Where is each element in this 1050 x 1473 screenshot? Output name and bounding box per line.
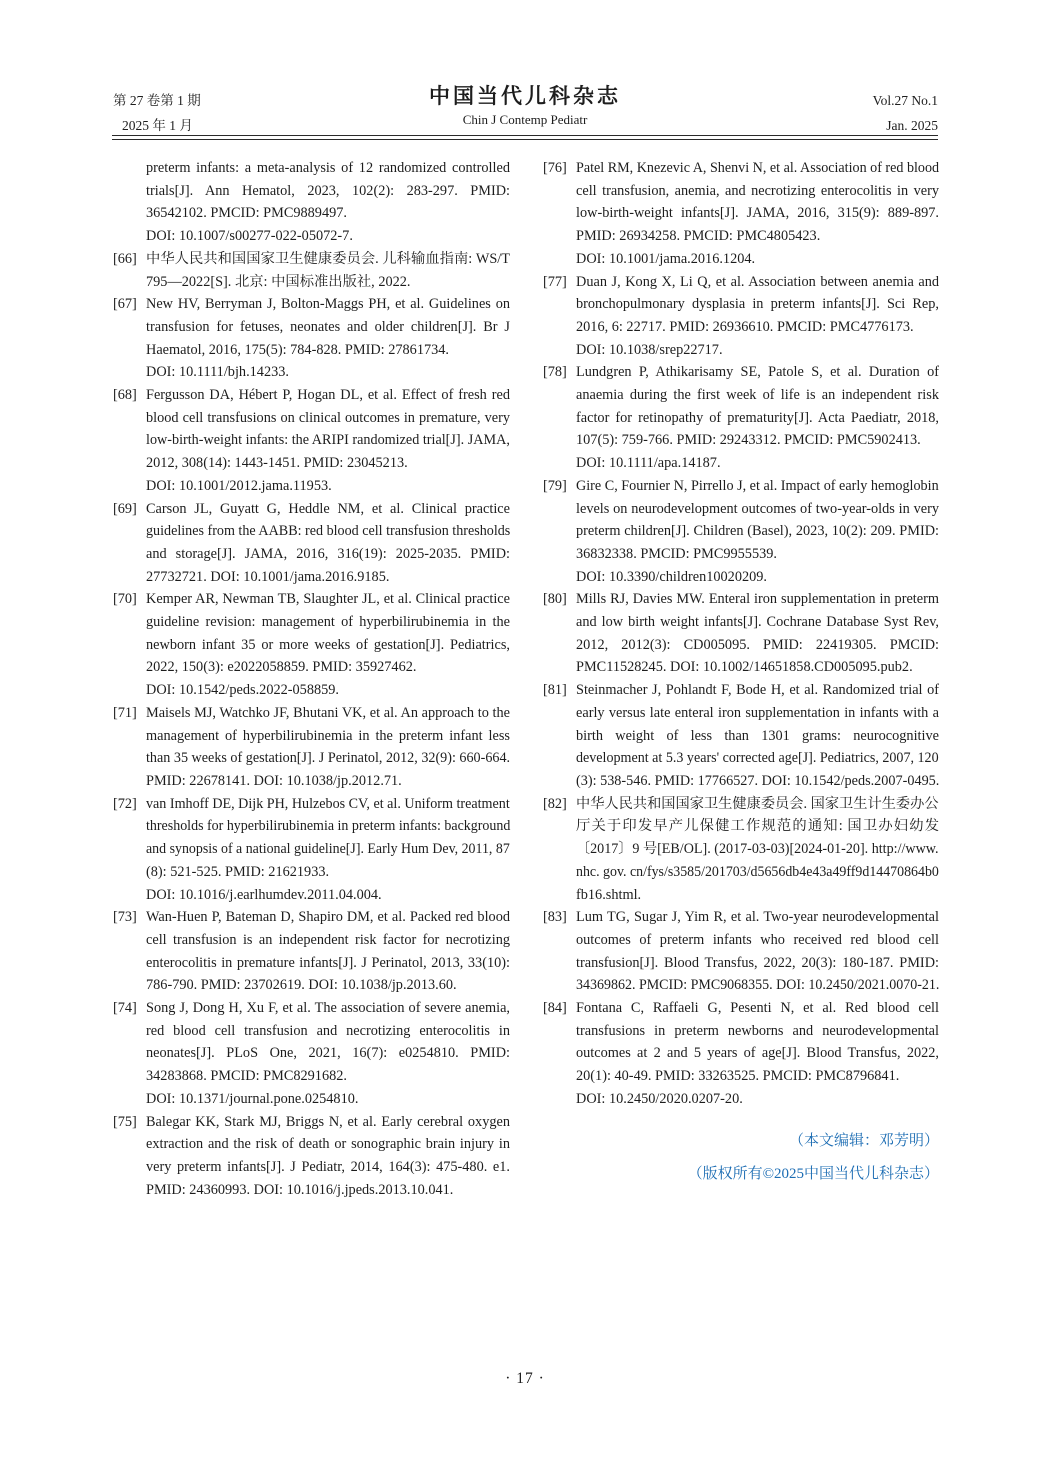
page-number: · 17 ·: [505, 1370, 545, 1387]
header-volume-issue-en: Vol.27 No.1: [872, 93, 938, 108]
reference-line: DOI: 10.1111/apa.14187.: [576, 455, 721, 472]
reference-item: [543, 793, 939, 907]
reference-line: 厅关于印发早产儿保健工作规范的通知: 国卫办妇幼发: [576, 818, 939, 835]
reference-line: Kemper AR, Newman TB, Slaughter JL, et al. Clinical practice: [146, 591, 510, 608]
reference-line: and low birth weight infants[J]. Cochrane Database Syst Rev,: [576, 614, 939, 631]
reference-item: [543, 475, 939, 589]
reference-line: 2022, 150(3): e2022058859. PMID: 35927462.: [146, 659, 417, 676]
header-volume-issue-cn: 第 27 卷第 1 期: [113, 93, 201, 108]
reference-line: DOI: 10.1371/journal.pone.0254810.: [146, 1090, 359, 1107]
reference-number: [74]: [113, 1000, 137, 1017]
reference-line: DOI: 10.1007/s00277-022-05072-7.: [146, 228, 353, 245]
reference-item: [113, 384, 510, 498]
reference-line: management of hyperbilirubinemia in the preterm infant less: [146, 727, 510, 744]
reference-text: [576, 475, 939, 589]
reference-line: PMC11528245. DOI: 10.1002/14651858.CD005095.pub2.: [576, 659, 913, 676]
reference-line: newborn infant 35 or more weeks of gestation[J]. Pediatrics,: [146, 636, 510, 653]
reference-text: [576, 157, 939, 271]
reference-line: 34283868. PMCID: PMC8291682.: [146, 1068, 347, 1085]
reference-number: [66]: [113, 250, 137, 267]
reference-text: [146, 906, 510, 997]
reference-item: [543, 271, 939, 362]
reference-line: Wan-Huen P, Bateman D, Shapiro DM, et al. Packed red blood: [146, 909, 510, 926]
reference-line: 中华人民共和国国家卫生健康委员会. 国家卫生计生委办公: [576, 795, 939, 812]
reference-text: [576, 679, 939, 793]
reference-item: [113, 588, 510, 702]
reference-line: very preterm infants[J]. J Pediatr, 2014, 164(3): 475-480. e1.: [146, 1158, 510, 1175]
reference-line: Patel RM, Knezevic A, Shenvi N, et al. Association of red blood: [576, 160, 940, 176]
references-column-left: [113, 157, 510, 1201]
reference-line: PMID: 24360993. DOI: 10.1016/j.jpeds.2013.10.041.: [146, 1181, 454, 1198]
reference-number: [84]: [543, 1000, 567, 1017]
reference-line: 107(5): 759-766. PMID: 29243312. PMCID: PMC5902413.: [576, 432, 921, 449]
reference-text: [576, 906, 939, 997]
reference-line: cell transfusion, anemia, and necrotizing enterocolitis in very: [576, 182, 939, 199]
journal-title-en: Chin J Contemp Pediatr: [462, 112, 588, 127]
reference-line: preterm infants: a meta-analysis of 12 randomized controlled: [146, 160, 510, 176]
reference-text: [146, 588, 510, 702]
reference-text: [146, 384, 510, 498]
reference-number: [78]: [543, 364, 567, 381]
end-notes: [543, 1130, 939, 1186]
reference-item: [113, 1111, 510, 1202]
header-date-cn: 2025 年 1 月: [122, 118, 193, 133]
reference-text: [146, 498, 510, 589]
reference-number: [73]: [113, 909, 137, 926]
reference-number: [76]: [543, 160, 567, 176]
reference-number: [83]: [543, 909, 567, 926]
reference-line: birth weight of less than 1301 grams: neurocognitive: [576, 727, 939, 744]
reference-line: (3): 538-546. PMID: 17766527. DOI: 10.1542/peds.2007-0495.: [576, 772, 940, 789]
reference-line: enterocolitis in premature infants[J]. J Perinatol, 2013, 33(10):: [146, 954, 510, 971]
reference-line: red blood cell transfusion and necrotizing enterocolitis in: [146, 1022, 510, 1039]
reference-line: and synopsis of a national guideline[J]. Early Hum Dev, 2011, 87: [146, 841, 510, 858]
reference-item: [113, 702, 510, 793]
reference-line: 2012, 308(14): 1443-1451. PMID: 23045213.: [146, 455, 408, 472]
reference-line: Haematol, 2016, 175(5): 784-828. PMID: 27861734.: [146, 341, 449, 358]
reference-line: 2012, 2012(3): CD005095. PMID: 22419305. PMCID:: [576, 636, 939, 653]
reference-text: [146, 702, 510, 793]
reference-line: Mills RJ, Davies MW. Enteral iron supplementation in preterm: [576, 591, 939, 608]
reference-item: [113, 248, 510, 293]
reference-line: 27732721. DOI: 10.1001/jama.2016.9185.: [146, 568, 390, 585]
reference-line: preterm children[J]. Children (Basel), 2023, 10(2): 209. PMID:: [576, 523, 939, 540]
journal-title-cn: 中国当代儿科杂志: [429, 84, 621, 108]
reference-line: guidelines from the AABB: red blood cell transfusion thresholds: [146, 523, 511, 540]
reference-line: than 35 weeks of gestation[J]. J Perinatol, 2012, 32(9): 660-664.: [146, 750, 511, 767]
reference-line: neonates[J]. PLoS One, 2021, 16(7): e0254810. PMID:: [146, 1045, 510, 1062]
header-divider: [112, 135, 938, 140]
reference-line: Lundgren P, Athikarisamy SE, Patole S, et al. Duration of: [576, 364, 939, 381]
page-footer: [0, 1370, 1050, 1388]
reference-line: thresholds for hyperbilirubinemia in preterm infants: background: [146, 818, 511, 835]
reference-line: fb16.shtml.: [576, 886, 642, 903]
reference-line: van Imhoff DE, Dijk PH, Hulzebos CV, et al. Uniform treatment: [146, 795, 510, 812]
reference-item: [113, 498, 510, 589]
reference-item: [543, 361, 939, 475]
reference-number: [113, 157, 146, 248]
reference-number: [70]: [113, 591, 137, 608]
reference-number: [81]: [543, 682, 567, 699]
reference-text: [146, 997, 510, 1111]
reference-line: 795—2022[S]. 北京: 中国标准出版社, 2022.: [146, 273, 411, 290]
reference-text: [576, 793, 939, 907]
reference-number: [69]: [113, 500, 137, 517]
reference-line: bronchopulmonary dysplasia in preterm infants[J]. Sci Rep,: [576, 296, 939, 313]
reference-line: Duan J, Kong X, Li Q, et al. Association between anemia and: [576, 273, 939, 290]
reference-line: 36832338. PMCID: PMC9955539.: [576, 545, 777, 562]
header-right: [873, 88, 938, 138]
reference-line: outcomes at 2 and 5 years of age[J]. Blood Transfus, 2022,: [576, 1045, 939, 1062]
reference-line: Lum TG, Sugar J, Yim R, et al. Two-year neurodevelopmental: [576, 909, 939, 926]
references-section: [113, 157, 939, 1201]
reference-text: [576, 588, 939, 679]
reference-item: [113, 157, 510, 248]
reference-line: 2016, 6: 22717. PMID: 26936610. PMCID: PMC4776173.: [576, 318, 914, 335]
reference-line: 34369862. PMCID: PMC9068355. DOI: 10.2450/2021.0070-21.: [576, 977, 940, 994]
reference-line: DOI: 10.3390/children10020209.: [576, 568, 767, 585]
reference-item: [113, 293, 510, 384]
reference-line: Carson JL, Guyatt G, Heddle NM, et al. Clinical practice: [146, 500, 510, 517]
reference-text: [576, 361, 939, 475]
reference-line: anaemia during the first week of life is an independent risk: [576, 387, 939, 404]
header-date-en: Jan. 2025: [886, 118, 938, 133]
reference-line: (8): 521-525. PMID: 21621933.: [146, 863, 330, 880]
reference-number: [72]: [113, 795, 137, 812]
reference-number: [80]: [543, 591, 567, 608]
reference-line: development at 5.3 years' corrected age[J]. Pediatrics, 2007, 120: [576, 750, 939, 767]
reference-text: [146, 157, 510, 248]
reference-line: Steinmacher J, Pohlandt F, Bode H, et al. Randomized trial of: [576, 682, 939, 699]
reference-line: Gire C, Fournier N, Pirrello J, et al. Impact of early hemoglobin: [576, 477, 939, 494]
editor-note: （本文编辑：邓芳明）: [788, 1132, 939, 1149]
reference-text: [146, 293, 510, 384]
reference-line: cell transfusion is an independent risk factor for necrotizing: [146, 931, 510, 948]
reference-line: nhc. gov. cn/fys/s3585/201703/d5656db4e43a49ff9d14470864b0: [576, 863, 939, 880]
reference-item: [543, 157, 939, 271]
reference-line: outcomes of preterm infants who received red blood cell: [576, 931, 939, 948]
reference-text: [146, 793, 510, 907]
reference-line: low-birth-weight infants[J]. JAMA, 2016, 315(9): 889-897.: [576, 205, 939, 222]
reference-line: guideline revision: management of hyperbilirubinemia in the: [146, 614, 510, 631]
reference-line: Fontana C, Raffaeli G, Pesenti N, et al. Red blood cell: [576, 1000, 939, 1017]
reference-line: transfusion for fetuses, neonates and older children[J]. Br J: [146, 318, 510, 335]
reference-line: low-birth-weight infants: the ARIPI randomized trial[J]. JAMA,: [146, 432, 510, 449]
reference-line: DOI: 10.2450/2020.0207-20.: [576, 1090, 743, 1107]
reference-line: transfusions in preterm newborns and neurodevelopmental: [576, 1022, 939, 1039]
reference-number: [77]: [543, 273, 567, 290]
reference-number: [71]: [113, 704, 137, 721]
reference-line: 36542102. PMCID: PMC9889497.: [146, 205, 347, 222]
reference-line: trials[J]. Ann Hematol, 2023, 102(2): 283-297. PMID:: [146, 182, 510, 199]
reference-line: PMID: 26934258. PMCID: PMC4805423.: [576, 228, 821, 245]
reference-text: [576, 271, 939, 362]
reference-line: PMID: 22678141. DOI: 10.1038/jp.2012.71.: [146, 772, 402, 789]
reference-line: New HV, Berryman J, Bolton-Maggs PH, et al. Guidelines on: [146, 296, 510, 313]
reference-item: [543, 906, 939, 997]
reference-line: 786-790. PMID: 23702619. DOI: 10.1038/jp.2013.60.: [146, 977, 457, 994]
reference-line: 20(1): 40-49. PMID: 33263525. PMCID: PMC8796841.: [576, 1068, 900, 1085]
reference-item: [113, 906, 510, 997]
reference-text: [146, 1111, 510, 1202]
reference-line: Fergusson DA, Hébert P, Hogan DL, et al. Effect of fresh red: [146, 387, 510, 404]
reference-item: [543, 679, 939, 793]
reference-item: [543, 588, 939, 679]
reference-item: [113, 793, 510, 907]
reference-number: [68]: [113, 387, 137, 404]
reference-line: and storage[J]. JAMA, 2016, 316(19): 2025-2035. PMID:: [146, 545, 510, 562]
reference-number: [79]: [543, 477, 567, 494]
reference-line: factor for retinopathy of prematurity[J]. Acta Paediatr, 2018,: [576, 409, 939, 426]
reference-text: [576, 997, 939, 1111]
reference-line: DOI: 10.1016/j.earlhumdev.2011.04.004.: [146, 886, 382, 903]
references-column-right: [543, 157, 939, 1201]
reference-line: 〔2017〕9 号[EB/OL]. (2017-03-03)[2024-01-20]. http://www.: [576, 841, 939, 858]
reference-line: Balegar KK, Stark MJ, Briggs N, et al. Early cerebral oxygen: [146, 1113, 510, 1130]
reference-item: [113, 997, 510, 1111]
reference-number: [82]: [543, 795, 567, 812]
reference-line: 中华人民共和国国家卫生健康委员会. 儿科输血指南: WS/T: [146, 250, 510, 267]
copyright-note: （版权所有©2025中国当代儿科杂志）: [687, 1165, 939, 1182]
reference-line: extraction and the risk of death or sonographic brain injury in: [146, 1136, 510, 1153]
reference-line: DOI: 10.1001/2012.jama.11953.: [146, 477, 332, 494]
reference-line: DOI: 10.1542/peds.2022-058859.: [146, 682, 339, 699]
reference-number: [67]: [113, 296, 137, 313]
reference-line: DOI: 10.1111/bjh.14233.: [146, 364, 289, 381]
reference-line: transfusion[J]. Blood Transfus, 2022, 20(3): 180-187. PMID:: [576, 954, 939, 971]
reference-number: [75]: [113, 1113, 137, 1130]
reference-line: early versus late enteral iron supplementation in infants with a: [576, 704, 939, 721]
reference-line: Maisels MJ, Watchko JF, Bhutani VK, et al. An approach to the: [146, 704, 510, 721]
reference-line: DOI: 10.1001/jama.2016.1204.: [576, 250, 756, 267]
reference-line: DOI: 10.1038/srep22717.: [576, 341, 723, 358]
reference-line: levels on neurodevelopment outcomes of two-year-olds in very: [576, 500, 939, 517]
reference-item: [543, 997, 939, 1111]
reference-line: Song J, Dong H, Xu F, et al. The association of severe anemia,: [146, 1000, 510, 1017]
reference-line: blood cell transfusions on clinical outcomes in premature, very: [146, 409, 510, 426]
reference-text: [146, 248, 510, 293]
